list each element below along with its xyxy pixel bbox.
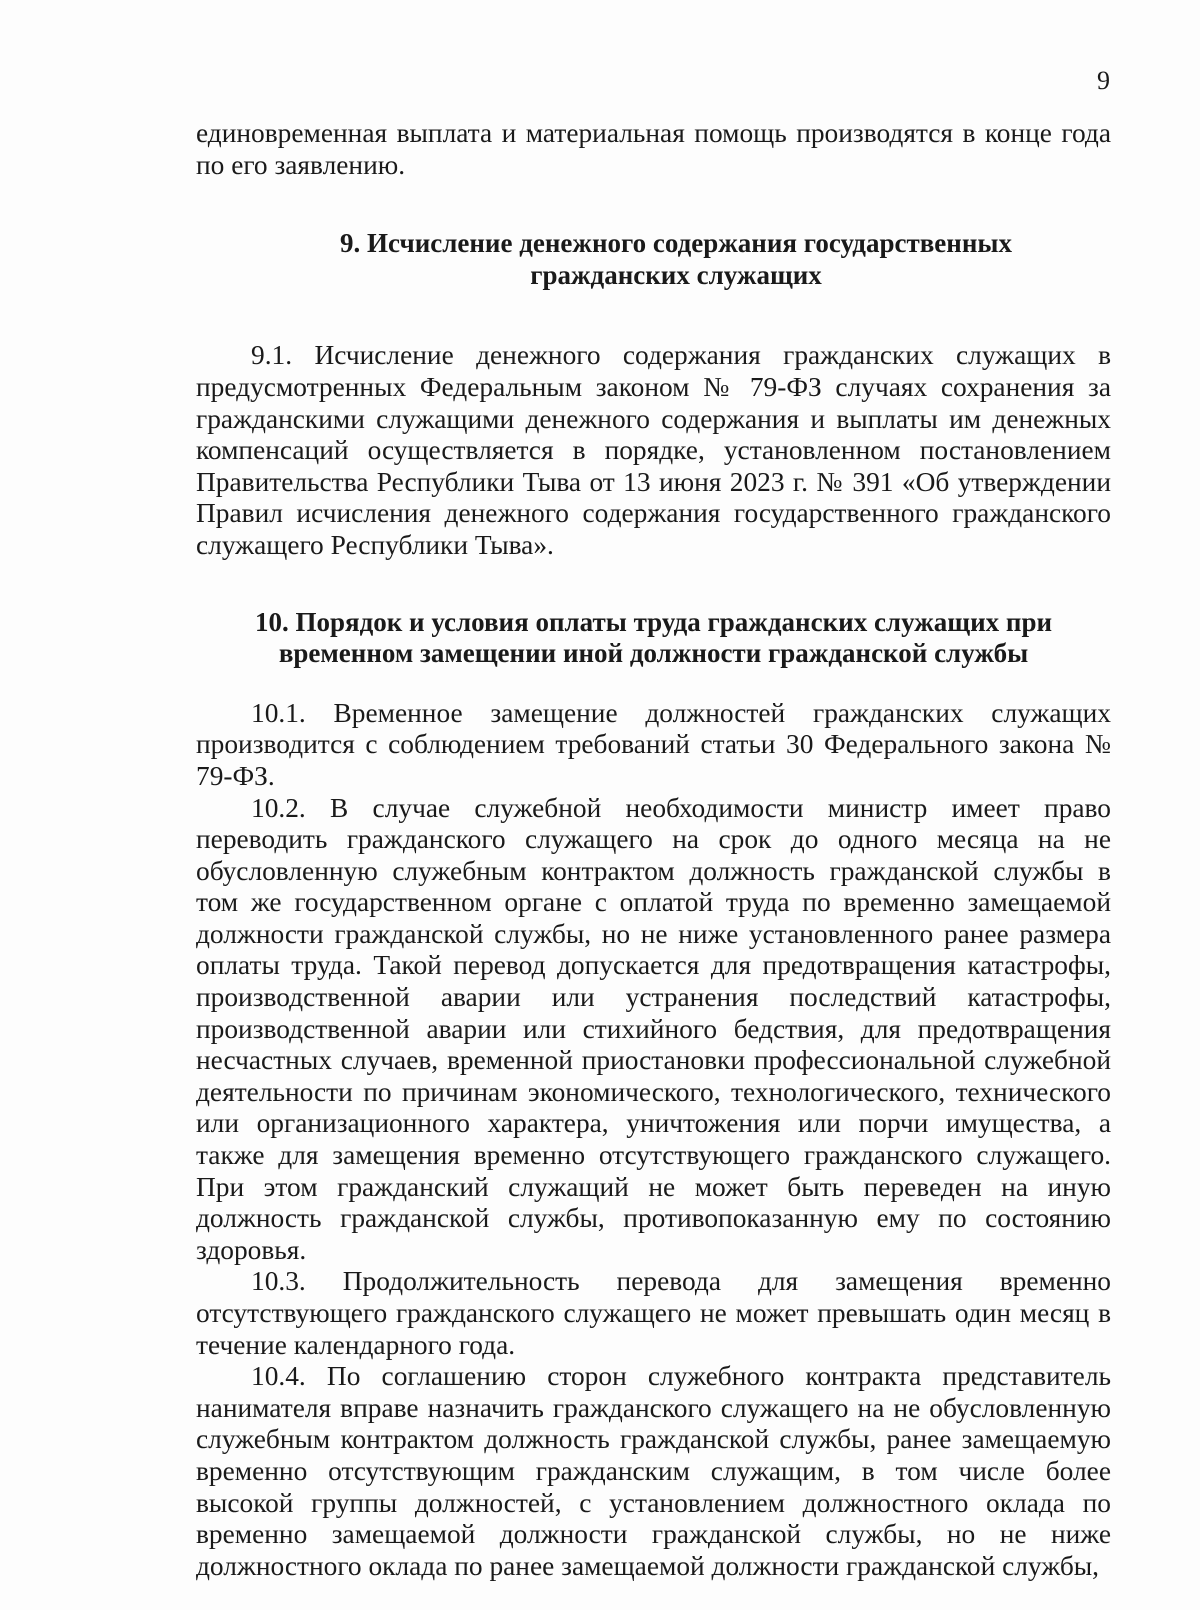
section-9-heading-line-1: 9. Исчисление денежного содержания государственных xyxy=(340,228,1012,259)
paragraph-9-1: 9.1. Исчисление денежного содержания гражданских служащих в предусмотренных Федеральным законом № 79-ФЗ случаях сохранения за гражданскими служащими денежного содержания и выплаты им денежных компенсаций осуществляется в порядке, установленном постановлением Правительства Республики Тыва от 13 июня 2023 г. № 391 «Об утверждении Правил исчисления денежного содержания государственного гражданского служащего Республики Тыва». xyxy=(196,340,1111,560)
section-10-heading-line-2: временном замещении иной должности гражданской службы xyxy=(278,638,1029,669)
paragraph-10-1: 10.1. Временное замещение должностей гражданских служащих производится с соблюдением требований статьи 30 Федерального закона № 79-ФЗ. xyxy=(196,697,1111,791)
section-10-heading xyxy=(196,607,1111,670)
section-10-heading-line-1: 10. Порядок и условия оплаты труда гражданских служащих при xyxy=(254,606,1053,637)
paragraph-10-2: 10.2. В случае служебной необходимости министр имеет право переводить гражданского служащего на срок до одного месяца на не обусловленную служебным контрактом должность гражданской службы в том же государственном органе с оплатой труда по временно замещаемой должности гражданской службы, но не ниже установленного ранее размера оплаты труда. Такой перевод допускается для предотвращения катастрофы, производственной аварии или устранения последствий катастрофы, производственной аварии или стихийного бедствия, для предотвращения несчастных случаев, временной приостановки профессиональной служебной деятельности по причинам экономического, технологического, технического или организационного характера, уничтожения или порчи имущества, а также для замещения временно отсутствующего гражданского служащего. При этом гражданский служащий не может быть переведен на иную должность гражданской службы, противопоказанную ему по состоянию здоровья. xyxy=(196,792,1111,1265)
section-9-heading-line-2: гражданских служащих xyxy=(530,259,822,290)
section-9-heading xyxy=(196,228,1111,291)
intro-paragraph: единовременная выплата и материальная помощь производятся в конце года по его заявлению. xyxy=(196,118,1111,180)
document-body xyxy=(196,118,1111,1582)
page-number: 9 xyxy=(1097,66,1110,95)
paragraph-10-3: 10.3. Продолжительность перевода для замещения временно отсутствующего гражданского служащего не может превышать один месяц в течение календарного года. xyxy=(196,1266,1111,1360)
paragraph-10-4: 10.4. По соглашению сторон служебного контракта представитель нанимателя вправе назначить гражданского служащего на не обусловленную служебным контрактом должность гражданской службы, ранее замещаемую временно отсутствующим гражданским служащим, в том числе более высокой группы должностей, с установлением должностного оклада по временно замещаемой должности гражданской службы, но не ниже должностного оклада по ранее замещаемой должности гражданской службы, xyxy=(196,1361,1111,1581)
